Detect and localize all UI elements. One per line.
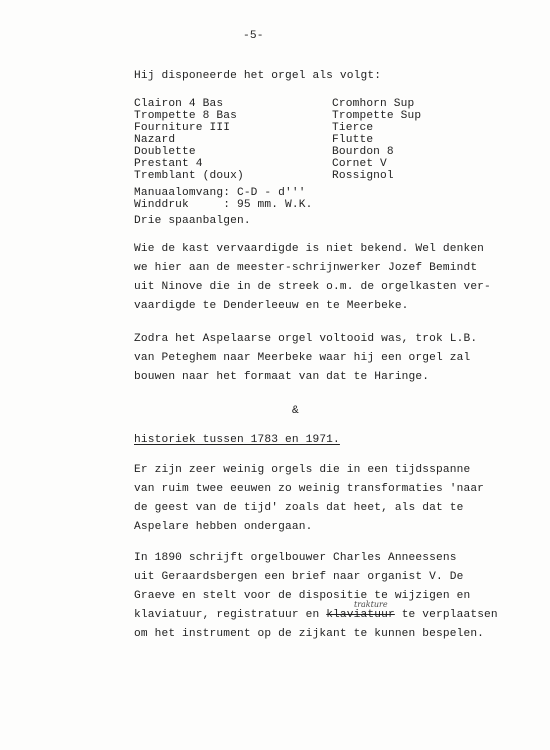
paragraph-line: van ruim twee eeuwen zo weinig transformaties 'naar <box>134 483 485 495</box>
stop-right: Cornet V <box>332 158 387 170</box>
stop-left: Trompette 8 Bas <box>134 110 237 122</box>
paragraph-line: uit Geraardsbergen een brief naar organist V. De <box>134 571 464 583</box>
paragraph-line: Aspelare hebben ondergaan. <box>134 521 313 533</box>
text-segment: klaviatuur, registratuur en <box>134 609 327 621</box>
paragraph-line: om het instrument op de zijkant te kunnen bespelen. <box>134 628 485 640</box>
paragraph-line: uit Ninove die in de streek o.m. de orgelkasten ver- <box>134 281 491 293</box>
stop-right: Flutte <box>332 134 374 146</box>
stop-right: Cromhorn Sup <box>332 98 415 110</box>
paragraph-line-with-correction <box>134 609 498 621</box>
paragraph-line: bouwen naar het formaat van dat te Haringe. <box>134 371 430 383</box>
spec-line: Winddruk : 95 mm. W.K. <box>134 199 313 211</box>
section-separator: & <box>292 405 299 417</box>
paragraph-line: we hier aan de meester-schrijnwerker Jozef Bemindt <box>134 262 478 274</box>
stop-right: Rossignol <box>332 170 394 182</box>
paragraph-line: Zodra het Aspelaarse orgel voltooid was, trok L.B. <box>134 333 478 345</box>
text-segment: te verplaatsen <box>394 609 498 621</box>
paragraph-line: van Peteghem naar Meerbeke waar hij een orgel zal <box>134 352 471 364</box>
stop-right: Trompette Sup <box>332 110 422 122</box>
stop-left: Tremblant (doux) <box>134 170 244 182</box>
stop-left: Fourniture III <box>134 122 231 134</box>
paragraph-line: In 1890 schrijft orgelbouwer Charles Anneessens <box>134 552 457 564</box>
spec-line: Manuaalomvang: C-D - d''' <box>134 187 306 199</box>
stop-left: Nazard <box>134 134 176 146</box>
paragraph-line: Wie de kast vervaardigde is niet bekend. Wel denken <box>134 243 485 255</box>
handwritten-correction: trakture <box>354 600 388 609</box>
struck-word: klaviatuur <box>326 609 395 621</box>
paragraph-line: Graeve en stelt voor de dispositie te wijzigen en <box>134 590 471 602</box>
paragraph-line: Er zijn zeer weinig orgels die in een tijdsspanne <box>134 464 471 476</box>
stop-left: Clairon 4 Bas <box>134 98 224 110</box>
page-number: -5- <box>243 30 264 42</box>
stop-right: Bourdon 8 <box>332 146 394 158</box>
bellows-line: Drie spaanbalgen. <box>134 215 251 227</box>
intro-line: Hij disponeerde het orgel als volgt: <box>134 70 382 82</box>
stop-right: Tierce <box>332 122 374 134</box>
stop-left: Doublette <box>134 146 196 158</box>
section-heading: historiek tussen 1783 en 1971. <box>134 434 340 446</box>
stop-left: Prestant 4 <box>134 158 203 170</box>
paragraph-line: vaardigde te Denderleeuw en te Meerbeke. <box>134 300 409 312</box>
paragraph-line: de geest van de tijd' zoals dat heet, als dat te <box>134 502 464 514</box>
